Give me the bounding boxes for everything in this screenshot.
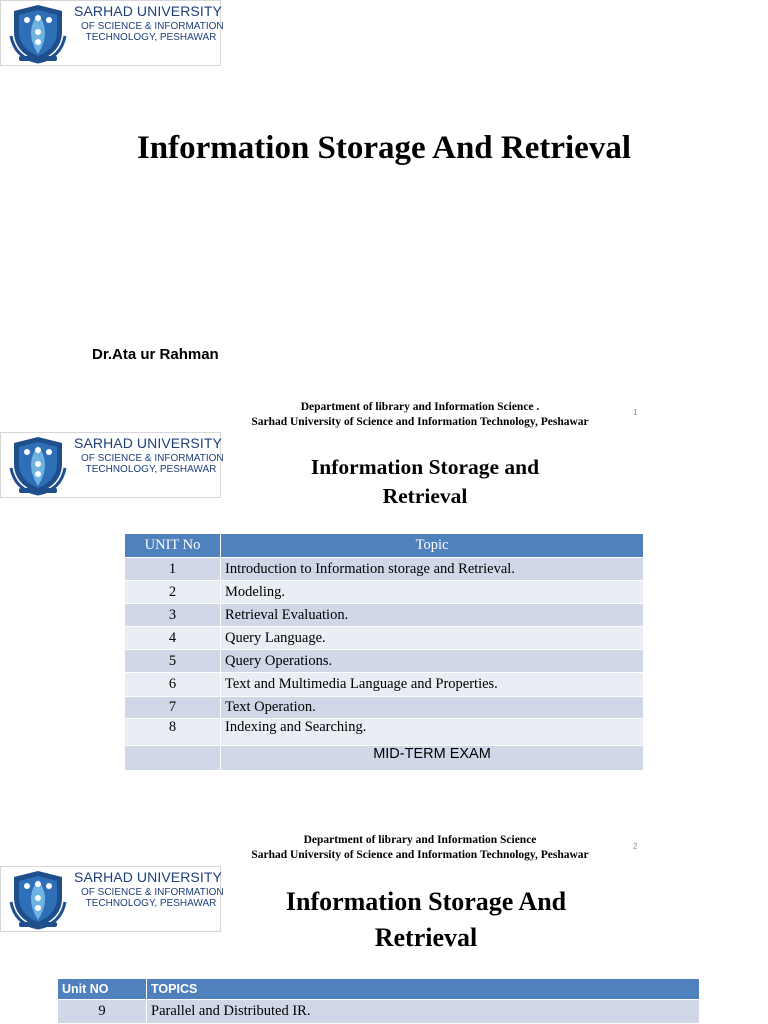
university-logo — [0, 432, 224, 498]
unit-topic: Modeling. — [221, 581, 644, 604]
table-row — [125, 650, 644, 673]
exam-row-empty-cell — [125, 746, 221, 771]
logo-title: SARHAD UNIVERSITY — [74, 435, 222, 451]
unit-number: 4 — [125, 627, 221, 650]
slide2-title-line2: Retrieval — [382, 484, 468, 508]
logo-subtitle-line1: OF SCIENCE & INFORMATION — [81, 21, 224, 32]
units-table — [124, 533, 644, 771]
slide1-footer — [210, 400, 630, 430]
author-name: Dr.Ata ur Rahman — [92, 346, 219, 363]
table-row — [125, 604, 644, 627]
unit-topic: Text Operation. — [221, 697, 644, 719]
university-crest-icon — [7, 2, 69, 64]
units-table — [57, 978, 700, 1024]
table-row — [58, 1000, 700, 1024]
unit-topic: Query Language. — [221, 627, 644, 650]
footer-department: Department of library and Information Science . — [300, 401, 540, 413]
table-row — [125, 627, 644, 650]
footer-university: Sarhad University of Science and Information Technology, Peshawar — [251, 849, 589, 861]
logo-title: SARHAD UNIVERSITY — [74, 869, 222, 885]
university-crest-icon — [7, 868, 69, 930]
slide2-title — [245, 453, 605, 511]
page-number: 1 — [633, 408, 638, 417]
unit-number: 9 — [58, 1000, 147, 1024]
slide3-title-line2: Retrieval — [374, 923, 478, 952]
slide1-title: Information Storage And Retrieval — [136, 130, 632, 166]
logo-subtitle-line1: OF SCIENCE & INFORMATION — [81, 887, 224, 898]
university-logo — [0, 0, 224, 66]
logo-subtitle-line1: OF SCIENCE & INFORMATION — [81, 453, 224, 464]
table-row — [125, 697, 644, 719]
slide3-title-line1: Information Storage And — [285, 887, 567, 916]
footer-university: Sarhad University of Science and Information Technology, Peshawar — [251, 416, 589, 428]
unit-topic: Introduction to Information storage and Retrieval. — [221, 558, 644, 581]
university-logo — [0, 866, 224, 932]
mid-term-exam-label: MID-TERM EXAM — [221, 746, 644, 771]
exam-row — [125, 746, 644, 771]
unit-number: 3 — [125, 604, 221, 627]
logo-title: SARHAD UNIVERSITY — [74, 3, 222, 19]
header-unit-no: UNIT No — [125, 534, 221, 558]
footer-department: Department of library and Information Science — [303, 834, 537, 846]
table-row — [125, 581, 644, 604]
logo-subtitle-line2: TECHNOLOGY, PESHAWAR — [85, 898, 217, 909]
unit-number: 6 — [125, 673, 221, 697]
logo-subtitle — [81, 887, 224, 909]
logo-subtitle — [81, 453, 224, 475]
slide2-footer — [210, 833, 630, 863]
unit-number: 8 — [125, 719, 221, 746]
slide3-title — [226, 884, 626, 956]
unit-number: 5 — [125, 650, 221, 673]
logo-subtitle-line2: TECHNOLOGY, PESHAWAR — [85, 464, 217, 475]
unit-topic: Text and Multimedia Language and Properties. — [221, 673, 644, 697]
header-topic: Topic — [221, 534, 644, 558]
unit-topic: Retrieval Evaluation. — [221, 604, 644, 627]
table-row — [125, 719, 644, 746]
table-row — [125, 558, 644, 581]
slide2-title-line1: Information Storage and — [310, 455, 540, 479]
unit-topic: Parallel and Distributed IR. — [147, 1000, 700, 1024]
university-crest-icon — [7, 434, 69, 496]
header-unit-no: Unit NO — [58, 979, 147, 1000]
header-topics: TOPICS — [147, 979, 700, 1000]
unit-number: 7 — [125, 697, 221, 719]
page-number: 2 — [633, 842, 638, 851]
unit-topic: Indexing and Searching. — [221, 719, 644, 746]
table-row — [125, 673, 644, 697]
logo-subtitle-line2: TECHNOLOGY, PESHAWAR — [85, 32, 217, 43]
unit-number: 1 — [125, 558, 221, 581]
unit-topic: Query Operations. — [221, 650, 644, 673]
logo-subtitle — [81, 21, 224, 43]
unit-number: 2 — [125, 581, 221, 604]
